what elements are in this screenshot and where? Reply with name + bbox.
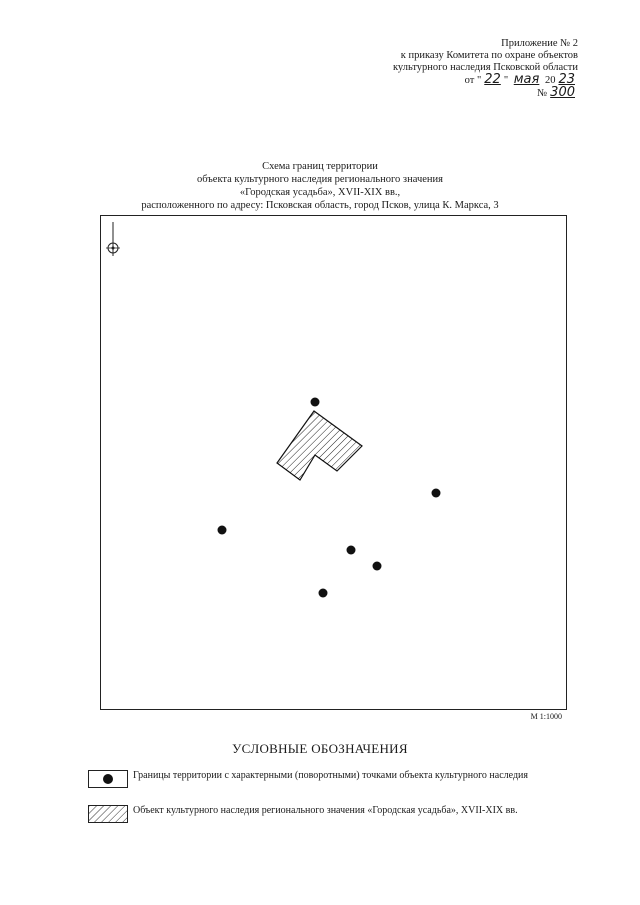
- title-line-2: объекта культурного наследия регионального значения: [197, 174, 443, 185]
- map-scale: М 1:1000: [530, 712, 562, 721]
- hatch-icon: [89, 806, 127, 822]
- scheme-title: [80, 160, 560, 212]
- title-line-3: «Городская усадьба», XVII-XIX вв.,: [239, 187, 401, 198]
- map-frame: [100, 215, 567, 710]
- heritage-object-polygon: [277, 411, 362, 480]
- title-line-1: Схема границ территории: [262, 161, 378, 172]
- order-number-value: 300: [550, 85, 575, 100]
- committee-name: культурного наследия Псковской области: [392, 62, 578, 73]
- boundary-point: [432, 489, 441, 498]
- boundary-point-icon: [103, 774, 113, 784]
- order-reference: к приказу Комитета по охране объектов: [400, 50, 578, 61]
- legend-boundary-symbol: [88, 770, 128, 788]
- date-year: 23: [558, 72, 575, 87]
- date-day: 22: [484, 72, 501, 87]
- legend-object-text: Объект культурного наследия регионального значения «Городская усадьба», XVII-XIX вв.: [133, 805, 518, 816]
- order-date: от " 22 " мая 20 23: [368, 74, 578, 87]
- order-number: № 300: [368, 87, 578, 100]
- order-header: [368, 38, 578, 100]
- map-canvas: [101, 216, 566, 709]
- boundary-point: [373, 562, 382, 571]
- boundary-point: [347, 546, 356, 555]
- legend-boundary-text: Границы территории с характерными (поворотными) точками объекта культурного наследия: [133, 770, 528, 781]
- legend-title: УСЛОВНЫЕ ОБОЗНАЧЕНИЯ: [232, 741, 408, 756]
- boundary-point: [319, 589, 328, 598]
- date-month: мая: [513, 72, 540, 87]
- boundary-point: [218, 526, 227, 535]
- legend-object-symbol: [88, 805, 128, 823]
- boundary-point: [311, 398, 320, 407]
- appendix-label: Приложение № 2: [501, 38, 578, 49]
- north-arrow-icon: [106, 222, 120, 256]
- title-line-4: расположенного по адресу: Псковская область, город Псков, улица К. Маркса, 3: [141, 200, 499, 211]
